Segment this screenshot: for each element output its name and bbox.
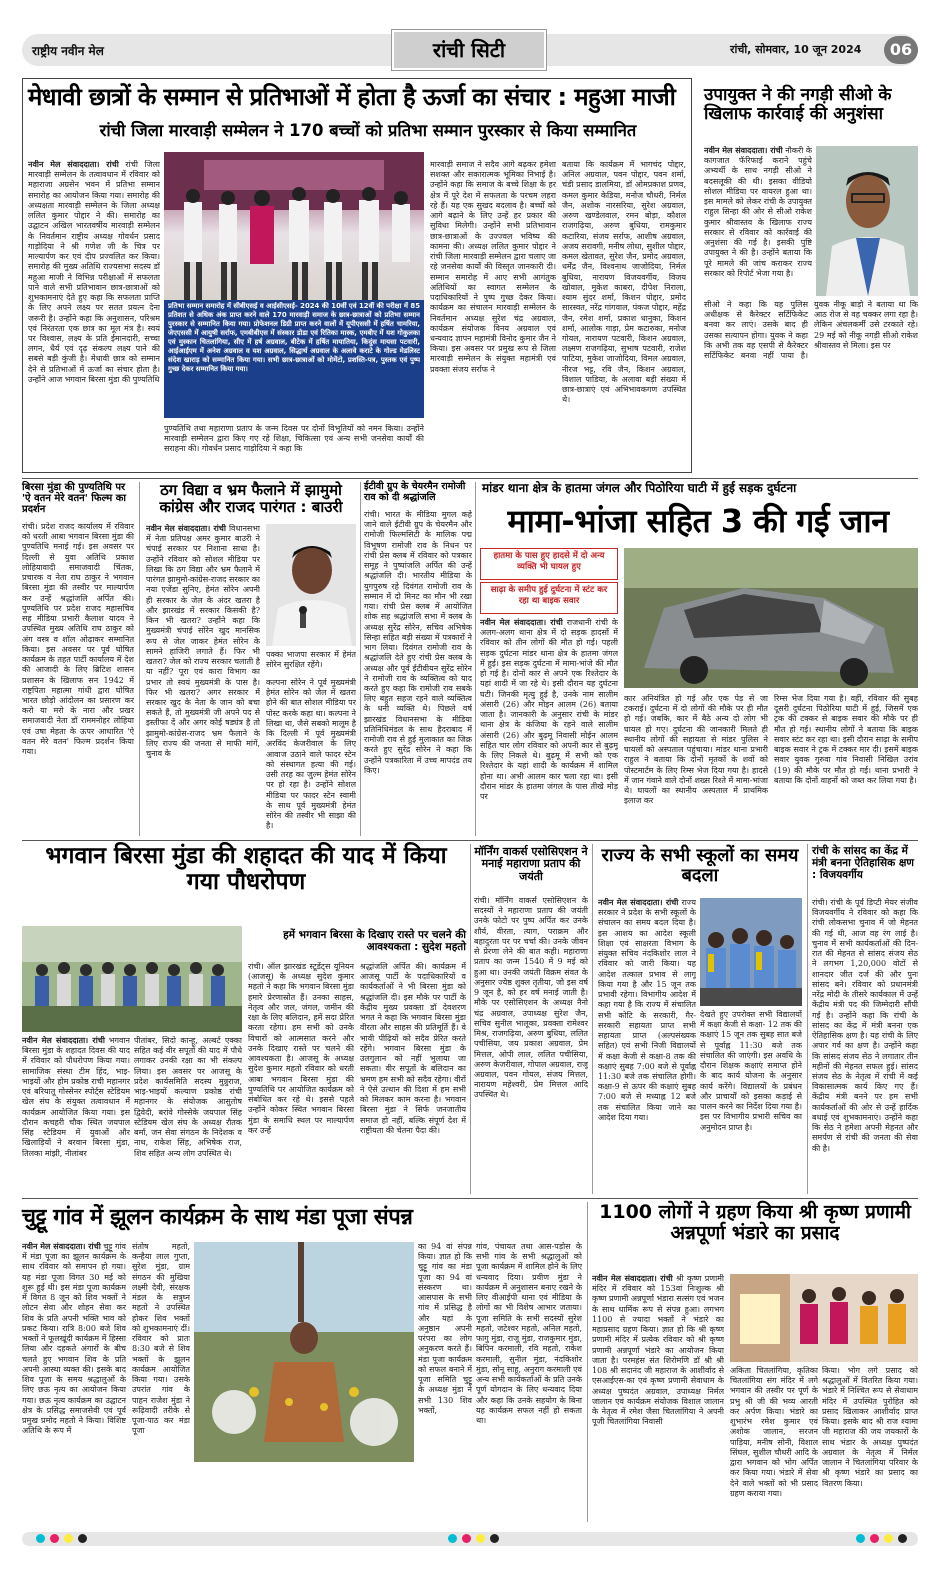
- nagri-co-photo: [816, 146, 918, 296]
- nagri-text-2: सीओ ने कहा कि यह पुलिस अधीक्षक से कैरेक्टर सर्टिफिकेट बनवा कर लाएं। उसके बाद ही उसका सत्यापन होगा। युवक ने कहा कि अभी तक वह एसपी से कैरेक्टर सर्टिफिकेट बनवा नहीं पाया है। युवक नीकू बाड़ो ने बताया था कि आठ रोज से वह चक्कर लगा रहा है। लेकिन अंचलकर्मी उसे टरकाते रहे। 29 मई को नीकू नगड़ी सीओ राकेश श्रीवास्तव से मिला। इस पर: [704, 300, 918, 361]
- reg-cyan-2: [448, 1534, 457, 1543]
- reg-black-3: [898, 1534, 907, 1543]
- divider-3: [22, 1198, 918, 1199]
- accident-column-3: रिम्स भेज दिया गया है। वहीं, रविवार की सुबह दूसरी दुर्घटना पिठोरिया घाटी में हुई, जिसमें एक ट्रक की टक्कर से बाइक सवार की मौके पर ही मौत हो गई। स्थानीय लोगों ने बताया कि बाइक सवार स्टंट कर रहा था। इसी दौरान साढ़ा के समीप बाइक सवार ने ट्रक में टक्कर मार दी। इसमें बाइक सवार युवक गुरुवा गांव निवासी निखिल उरांव (19) की मौके पर मौत हो गई। थाना प्रभारी ने बताया कि दोनों वाहनों को जब्त कर लिया गया है।: [774, 694, 918, 785]
- babulal-photo: [266, 524, 356, 646]
- pranami-text-3: किया। भोग लगे प्रसाद को श्रद्धालुओं में वितरित किया गया। भंडारे में निश्चित रूप से सेवाधाम मंदिर में उपस्थित पुरोहित को प्रसाद खिलाकर आशीर्वाद प्राप्त किया। इसके बाद श्री राज श्यामा जी महाराज की जय जयकारों के साथ भंडार के अध्यक्ष पुष्पदंत अग्रवाल के नेतृत्व में निर्मल जालान ने चितलांगिया परिवार के श्री कृष्ण भंडारे का प्रसाद का वितरण किया।: [822, 1366, 918, 1488]
- chuttu-column-4: गांव, पंचायत तथा आस-पड़ोस के सभी गांव के सभी श्रद्धालुओं को पूजा कार्यक्रम में शामिल होने के लिए धन्यवाद दिया। प्रवीण मुंडा ने कार्यक्रम में अनुशासन बनाए रखने के लिए वीआईपी थाना एवं मीडिया के लोगों का भी विशेष आभार जताया। पूजा समिति के सभी सदस्यों सुरेश महतो, जटेश्वर महतो, अनिल महतो, फागु मुंडा, राजू मुंडा, राजकुमार मुंडा, बिपिन करमाली, रवि महतो, राकेश करमाली, सुनील मुंडा, नंदकिशोर मुंडा, सोनू साहू, अनुराग करमाली एवं अन्य सभी कार्यकर्ताओं के प्रति उनके पूर्ण योगदान के लिए धन्यवाद दिया और कहा कि उनके सहयोग के बिना यह कार्यक्रम सफल नहीं हो सकता था।: [476, 1242, 582, 1425]
- pranami-headline: 1100 लोगों ने ग्रहण किया श्री कृष्ण प्रणामी अन्नपूर्णा भंडारे का प्रसाद: [599, 1201, 911, 1245]
- etv-headline: ईटीवी ग्रुप के चेयरमैन रामोजी राव को दी श्रद्धांजलि: [364, 481, 466, 503]
- plantation-column-1: नवीन मेल संवाददाता। रांची भगवान बिरसा मुंडा के शहादत दिवस की याद में रविवार को पौधरोपण किया गया। सामाजिक संस्था टीम हिंद, भाइ-भाइयों और होम प्रकोष्ठ राची महानगर एवं बरियातू गोस्सेनर स्पोर्ट्स स्टेडियम खेल संघ के संयुक्त तत्वावधान में कार्यक्रम आयोजित किया गया। इस दौरान कचहरी चौक स्थित जयपाल सिंह स्टेडियम में युवाओं और खिलाड़ियों ने बरवान बिरसा मुंडा, तिलका मांझी, नीलांबर: [22, 1036, 130, 1158]
- reg-yellow-2: [476, 1534, 485, 1543]
- vrule-e: [592, 844, 593, 1194]
- nagri-text-1: नवीन मेल संवाददाता। रांची नौकरी के कागजात फॅरिफाई कराने पहुंचे अभ्यर्थी के साथ नगड़ी सीओ ने बदसलूकी की थी। इसका वीडियो सोशल मीडिया पर वायरल हुआ था। इस मामले को लेकर रांची के उपायुक्त राहुल सिन्हा की ओर से सीओ राकेश कुमार श्रीवास्तव के खिलाफ राज्य सरकार से रविवार को कार्रवाई की अनुशंसा की गई है। इसकी पुष्टि उपायुक्त ने की है। उन्होंने बताया कि पूरे मामले की जांच कराकर राज्य सरकार को रिपोर्ट भेजा गया है।: [704, 146, 812, 278]
- bhandara-photo: [730, 1274, 918, 1362]
- lead-column-1: नवीन मेल संवाददाता। रांची रांची जिला मारवाड़ी सम्मेलन के तत्वावधान में रविवार को महाराजा अग्रसेन भवन में प्रतिभा सम्मान समारोह का आयोजन किया गया। समारोह की अध्यक्षता मारवाड़ी सम्मेलन के जिला अध्यक्ष ललित कुमार पोद्दार ने की। समारोह का उद्घाटन अखिल भारतवर्षीय मारवाड़ी सम्मेलन के निवर्तमान राष्ट्रीय अध्यक्ष गोवर्धन प्रसाद गाड़ोदिया ने श्री गणेश जी के चित्र पर माल्यार्पण कर एवं दीप प्रज्वलित कर किया। समारोह की मुख्य अतिथि राज्यसभा सदस्य डॉ महुआ माजी ने विभिन्न परीक्षाओं में सफलता पाने वाले सभी प्रतिभावान छात्र-छात्राओं को शुभकामनाएं देते हुए कहा कि सफलता प्राप्ति के लिए अपने लक्ष्य पर सतत प्रयत्न देना जरूरी है। उन्होंने कहा कि अनुशासन, परिश्रम एवं निरंतरता एक छात्र का मूल मंत्र है। स्वयं पर विश्वास, लक्ष्य के प्रति ईमानदारी, सच्चा लगन, धैर्य एवं दृढ़ संकल्प लक्ष्य पाने की सबसे बड़ी कुंजी है। मेधावी छात्र को सम्मान देने से प्रतिभाओं में ऊर्जा का संचार होता है। उन्होंने आज भगवान बिरसा मुंडा की पुण्यतिथि: [28, 160, 160, 384]
- schools-headline: राज्य के सभी स्कूलों का समय बदला: [601, 845, 799, 887]
- morning-headline: मॉर्निंग वाकर्स एसोसिएशन ने मनाई महाराणा प्रताप की जयंती: [474, 845, 588, 883]
- plantation-column-3: रांची। ऑल झारखंड स्टूडेंट्स यूनियन (आजसू) के अध्यक्ष सुदेश कुमार महतो ने कहा कि भगवान बिरसा मुंडा हमारे प्रेरणास्रोत हैं। उनका साहस, नेतृत्व और जल, जंगल, जमीन की रक्षा के लिए बलिदान, हमें सदा प्रेरित करता रहेगा। हम सभी को उनके विचारों को आत्मसात करने और उनके दिखाए रास्ते पर चलने की आवश्यकता है। आजसू के अध्यक्ष सुदेश कुमार महतो रविवार को धरती आबा भगवान बिरसा मुंडा की पुण्यतिथि पर आयोजित कार्यक्रम को संबोधित कर रहे थे। इससे पहले उन्होंने कोकर स्थित भगवान बिरसा मुंडा के समाधि स्थल पर माल्यार्पण कर उन्हें: [248, 962, 354, 1135]
- lead-event-photo: [164, 152, 424, 300]
- pranami-text-2: अकिता चितलांगिया, कृतिका चितलांगिया संग मंदिर में लगे भगवान की तस्वीर पर पूर्ण के प्रभु श्री जी की भव्य आरती कर अर्पण किया। भंडारे का शुभारंभ रमेश कुमार एवं अशोक जालान, सरजन पाड़िया, मनीष सोनी, विशाल सिंघल, सुशील चौधरी आदि के द्वारा भगवान को भोग अर्पित कर किया गया। भंडारे में सेवा देने वाले भक्तों को भी प्रसाद ग्रहण कराया गया।: [730, 1366, 818, 1498]
- chuttu-column-1: नवीन मेल संवाददाता। रांची चुट्टू गांव में मंडा पूजा का झूलन कार्यक्रम के साथ रविवार को समापन हो गया। यह मंडा पूजा विगत 30 मई को शुरू हुई थी। इस मंडा पूजा कार्यक्रम में विगत 8 जून को शिव भक्तों ने लोटन सेवा और शोहन सेवा कर शिव के प्रति अपनी भक्ति भाव को प्रकट किया। रात्रि 8:00 बजे शिव भक्तों ने फूलखूंदी कार्यक्रम में हिस्सा लिया और दहकते अंगारों के बीच चलते हुए भगवान शिव के प्रति अपनी आस्था व्यक्त की। इसके बाद शिव पूजा के समय श्रद्धालुओं के लिए छऊ नृत्य का आयोजन किया गया। छऊ नृत्य कार्यक्रम का उद्घाटन क्षेत्र के प्रसिद्ध समाजसेवी एवं पूर्व प्रमुख प्रमोद महतो ने किया। विशिष्ट अतिथि के रूप में: [22, 1242, 126, 1436]
- morning-text: रांची। मॉर्निंग वाकर्स एसोसिएशन के सदस्यों ने महाराणा प्रताप की जयंती उनके फोटो पर पुष्प अर्पित कर उनके शौर्य, वीरता, त्याग, पराक्रम और बहादुरता पर पर चर्चा की। उनके जीवन से प्रेरणा लेने की बात कही। महाराणा प्रताप का जन्म 1540 में 9 मई को हुआ था। उनकी जयंती विक्रम संवत के अनुसार ज्येष्ठ शुक्ल तृतीया, जो इस वर्ष 9 जून है, को हर वर्ष मनाई जाती है। मौके पर एसोसिएशन के अध्यक्ष नैनो चंद्र अग्रवाल, उपाध्यक्ष सुरेश जैन, सचिव सुनील भालूका, प्रवक्ता रामेश्वर मिश्र, राजगढ़िया, अरुण बुधिया, ललित पचीसिया, जय प्रकाश अग्रवाल, प्रेम मित्तल, ओपी लाल, ललित पचीसिया, अरुण केजरीवाल, गोपाल अग्रवाल, राजू अग्रवाल, पवन गोयल, संजय मित्तल, नारायण महेश्वरी, प्रेम मित्तल आदि उपस्थित थे।: [474, 896, 588, 1100]
- reg-magenta-2: [462, 1534, 471, 1543]
- divider-2: [22, 840, 918, 841]
- lead-subhead: रांची जिला मारवाड़ी सम्मेलन ने 170 बच्चों को प्रतिभा सम्मान पुरस्कार से किया सम्मानित: [99, 121, 637, 140]
- birsa-film-headline: बिरसा मुंडा की पुण्यतिथि पर 'ऐ वतन मेरे वतन' फिल्म का प्रदर्शन: [22, 482, 127, 516]
- section-title: रांची सिटी: [432, 38, 506, 62]
- vrule-g: [587, 1202, 588, 1522]
- thag-headline: ठग विद्या व भ्रम फैलाने में झामुमो कांग्रेस और राजद पारंगत : बाउरी: [159, 481, 343, 516]
- plantation-column-2: पीतांबर, सिदो कान्हू, अल्बर्ट एक्का सहित कई वीर सपूतों की याद में पौधे लगाकर उनकी रक्षा का भी संकल्प लिया। इस अवसर पर आजसू के प्रदेश कार्यसमिति सदस्य मुन्नुराज, भाइ-भाइयों कल्याण प्रकोष्ठ रांची महानगर के संयोजक आसुतोष द्विवेदी, बरांवे गोस्सेके जयपाल सिंह स्टेडियम खेल संघ के अध्यक्ष रौतक बर्मा, जन सेवा संगठन के निदेशक व नाथ, राकेश सिंह, अभिषेक राज, शिव सहित अन्य लोग उपस्थित थे।: [134, 1036, 242, 1158]
- thag-photo-caption: पक्का भाजपा सरकार में हेमंत सोरेन सुरक्षित रहेंगे।: [266, 650, 356, 670]
- schoolchildren-photo: [700, 898, 802, 1006]
- reg-cyan-3: [856, 1534, 865, 1543]
- chuttu-headline: चुट्टू गांव में झूलन कार्यक्रम के साथ मंडा पूजा संपन्न: [22, 1205, 413, 1230]
- vrule-a: [139, 482, 140, 836]
- accident-headline: मामा-भांजा सहित 3 की गई जान: [507, 502, 889, 540]
- chuttu-column-2: संतोष महतो, कन्हैया लाल गुप्ता, सुरेश मुंडा, ग्राम संगठन की मुखिया लक्ष्मी देवी, संरक्षक मंडल के सत्रुघ्न महतो ने उपस्थित होकर शिव भक्तों को शुभकामनाएं दीं। रविवार को प्रातः 8:30 बजे से शिव भक्तों के झूलन कार्यक्रम आयोजित किया गया। उसके उपरांत गांव के पाहन राजेश मुंडा ने रूढ़िवादी तरीके से पूजा-पाठ कर मंडा पूजा: [132, 1242, 190, 1436]
- reg-magenta: [50, 1534, 59, 1543]
- accident-kicker: मांडर थाना क्षेत्र के हातमा जंगल और पिठोरिया घाटी में हुई सड़क दुर्घटना: [482, 481, 797, 495]
- schools-text-2: देखते हुए उपरोक्त सभी विद्यालयों में कक्षा केजी से कक्षा- 12 तक की कक्षाएं 15 जून तक सुबह सात बजे से पूर्वाह्न 11:30 बजे तक संचालित की जाएंगी। इस अवधि के दौरान शिक्षक कक्षाएं समाप्त होने के बाद कार्य योजना के अनुसार कार्य करेंगे। विद्यालयों के प्रबंधन और प्राचार्यों को इसका कड़ाई से पालन करने का निर्देश दिया गया है। इस पर विभागीय प्रभारी सचिव का अनुमोदन प्राप्त है।: [700, 1010, 802, 1132]
- vrule-d: [470, 844, 471, 1194]
- minister-text: रांची। रांची के पूर्व डिप्टी मेयर संजीव विजयवर्गीय ने रविवार को कहा कि रांची लोकसभा चुनाव में जो मेहनत की गई थी, आज वह रंग लाई है। चुनाव में सभी कार्यकर्ताओं की दिन-रात की मेहनत से सांसद संजय सेठ ने लगभग 1,20,000 वोटों से शानदार जीत दर्ज की और पुनः सांसद बने। रविवार को प्रधानमंत्री नरेंद्र मोदी के तीसरे कार्यकाल में उन्हें केंद्रीय मंत्री पद की जिम्मेदारी सौंपी गई है। उन्होंने कहा कि रांची के सांसद का केंद्र में मंत्री बनना एक ऐतिहासिक क्षण है। यह रांची के लिए अपार गर्व का क्षण है। उन्होंने कहा कि सांसद संजय सेठ ने लगातार तीन महीनों की मेहनत सफल हुई। सांसद संजय सेठ के नेतृत्व में रांची में कई विकासात्मक कार्य किए गए हैं। केंद्रीय मंत्री बनने पर हम सभी कार्यकर्ताओं की ओर से उन्हें हार्दिक बधाई एवं शुभकामनाएं। उन्होंने कहा कि सेठ ने हमेशा अपनी मेहनत और समर्पण से रांची की जनता की सेवा की है।: [812, 898, 918, 1153]
- minister-headline: रांची के सांसद का केंद्र में मंत्री बनना ऐतिहासिक क्षण : विजयवर्गीय: [812, 845, 914, 881]
- reg-black-2: [490, 1534, 499, 1543]
- lead-photo-caption: प्रतिभा सम्मान समारोह में सीबीएसई व आईसीएसई- 2024 की 10वीं एवं 12वीं की परीक्षा में 85 प्रतिशत से अधिक अंक प्राप्त करने वाले 170 मारवाड़ी समाज के छात्र-छात्राओं को प्रतिभा सम्मान पुरस्कार से सम्मानित किया गया। प्रोफेशनल डिग्री प्राप्त करने वालों में यूपीएससी में हर्षित चामरिया, जेएएससी में आयुषी सर्राफ, एमबीबीएस में संस्कार डोडा एवं रितिका मास्क, एमबीए में यश गोकुलका एवं मुस्कान चितलांगिया, सीए में हर्ष अग्रवाल, बीटेक में हर्षित मायातिया, किदुंस मायसा पटवारी, आईआईएम में अनेश अग्रवाल व यश अग्रवाल, सिद्धार्थ अग्रवाल के अलावे कराटे के गोल्ड मेडलिस्ट संदेश खाराड़ को सम्मानित किया गया। सभी छात्र-छात्राओं को मोमेंटो, प्रशस्ति-पत्र, पुस्तक एवं पुष्प गुच्छ देकर सम्मानित किया गया।: [168, 302, 420, 374]
- thag-text-1: नवीन मेल संवाददाता। रांची विधानसभा में नेता प्रतिपक्ष अमर कुमार बाउरी ने चंपाई सरकार पर निशाना साधा है। उन्होंने रविवार को सोशल मीडिया पर लिखा कि ठग विद्या और भ्रम फैलाने में पारंगत झामुमो-कांग्रेस-राजद सरकार का नया एजेंडा सुनिए, हेमंत सोरेन अपनी ही सरकार के जेल के अंदर खतरा है और झारखंड में सरकार किसकी है? किन भी खतरा? उन्होंने कहा कि मुख्यमंत्री चंपाई सोरेन खुद मानसिक रूप से जेल जाकर हेमंत सोरेन के सामने हाजिरी लगाते हैं। फिर भी खतरा? जेल को राज्य सरकार चलाती है या नहीं? पूरा एवं कारा विभाग का प्रभार तो स्वयं मुख्यमंत्री के पास है। फिर भी खतरा? अगर सरकार में सरकार खुद के नेता के जान को बचा सकते हैं, तो मुख्यमंत्री जी अपने पद से इस्तीफा दें और अगर कोई षड्यंत्र है तो झामुमो-कांग्रेस-राजद भ्रम फैलाने के लिए राज्य की जनता से माफी मांगें, चुनाव के: [146, 524, 260, 759]
- reg-cyan: [36, 1534, 45, 1543]
- accident-column-1: नवीन मेल संवाददाता। रांची राजधानी रांची के अलग-अलग थाना क्षेत्र में दो सड़क हादसों में रविवार को तीन लोगों की मौत हो गई। पहली सड़क दुर्घटना मांडर थाना क्षेत्र के हातमा जंगल में हुई। इस सड़क दुर्घटना में मामा-भांजे की मौत हो गई है। दोनों कार से अपने एक रिश्तेदार के यहां शादी में जा रहे थे। इसी दौरान यह दुर्घटना घटी। जिनकी मृत्यु हुई है, उनके नाम सालीम अंसारी (26) और मोइन आलम (26) बताया जाता है। जानकारी के अनुसार रांची के मांडर थाना क्षेत्र के कंजिया के रहने वाले सालीम अंसारी (26) और बुढ़मू निवासी मोईन आलम सहित चार लोग रविवार को अपनी कार से बुढ़मू के लिए निकले थे। बुढ़मू में सभी को एक रिश्तेदार के यहां शादी के कार्यक्रम में शामिल होना था। अभी आलम कार चला रहा था। इसी दौरान मांडर के हातमा जंगल के पास तीखे मोड़ पर: [480, 618, 618, 801]
- divider-1: [22, 478, 918, 479]
- plantation-group-photo: [22, 926, 242, 1032]
- reg-yellow-3: [884, 1534, 893, 1543]
- lead-column-4: मारवाड़ी समाज ने सदैव आगे बढ़कर हमेशा सशक्त और सकारात्मक भूमिका निभाई है। उन्होंने कहा कि समाज के बच्चे शिक्षा के हर क्षेत्र में पूरे देश में सफलता के परचम लहरा रहे हैं। यह एक सुखद बदलाव है। बच्चों को आगे बढ़ाने के लिए उन्हें हर प्रकार की सुविधा मिलेगी। उन्होंने सभी प्रतिभावान छात्र-छात्राओं के उज्ज्वल भविष्य की कामना की। अध्यक्ष ललित कुमार पोद्दार ने रांची जिला मारवाड़ी सम्मेलन द्वारा चलाए जा रहे जनसेवा कार्यों की विस्तृत जानकारी दी। सम्मान समारोह में आए सभी आगंतुक अतिथियों का स्वागत सम्मेलन के पदाधिकारियों ने पुष्प गुच्छ देकर किया। कार्यक्रम का संचालन मारवाड़ी सम्मेलन के निवर्तमान अध्यक्ष सुरेश चंद्र अग्रवाल, कार्यक्रम संयोजक विनय अग्रवाल एवं धन्यवाद ज्ञापन महामंत्री विनोद कुमार जैन ने किया। इस अवसर पर प्रमुख रूप से जिला मारवाड़ी सम्मेलन के संयुक्त महामंत्री एवं प्रवक्ता संजय सर्राफ ने: [430, 160, 556, 374]
- reg-magenta-3: [870, 1534, 879, 1543]
- page-number: 06: [884, 36, 918, 64]
- thag-text-2: कल्पना सोरेन ने पूर्व मुख्यमंत्री हेमंत सोरेन को जेल में खतरा होने की बात सोशल मीडिया पर पोस्ट करके कहा था। कल्पना ने लिखा था, जैसे सबको मालूम है कि दिल्ली में पूर्व मुख्यमंत्री अरविंद केजरीवाल के लिए आवाज उठाने वाले फादर स्टेन को संस्थागत हत्या की गई। उसी तरह का जुल्म हेमंत सोरेन पर हो रहा है। उन्होंने सोशल मीडिया पर फादर स्टेन स्वामी के साथ पूर्व मुख्यमंत्री हेमंत सोरेन की तस्वीर भी साझा की है।: [266, 678, 356, 831]
- dateline: रांची, सोमवार, 10 जून 2024: [730, 43, 862, 56]
- manda-puja-photo: [194, 1242, 414, 1462]
- vrule-b: [360, 482, 361, 836]
- chuttu-column-3: का 94 वां संपन्न किया। ज्ञात हो कि चुट्टू गांव का मंडा पूजा का 94 वां संस्करण था। आसपास के सभी गांव में प्रसिद्ध है और यहां के अनुष्ठान अपनी परंपरा का लोग अनुकरण करते हैं। मंडा पूजा कार्यक्रम को सफल बनाने में पूजा समिति चुट्टू के अध्यक्ष मुंडा ने सभी 130 शिव भक्तों,: [418, 1242, 472, 1415]
- vrule-c: [475, 482, 476, 836]
- accident-subbox-2: साढ़ा के समीप हुई दुर्घटना में स्टंट कर रहा था बाइक सवार: [480, 582, 618, 614]
- plantation-headline: भगवान बिरसा मुंडा की शहादत की याद में किया गया पौधरोपण: [45, 843, 447, 895]
- lead-column-5: बताया कि कार्यक्रम में भागचंद पोद्दार, अनिल अग्रवाल, पवन पोद्दार, पवन शर्मा, चंडी प्रसाद डालमिया, डॉ ओमप्रकाश प्रणव, कमल कुमार केडिया, मनोज चौधरी, निर्मल जैन, अशोक नारसरिया, सुरेश अग्रवाल, अरुण खण्डेलवाल, रमन बोड़ा, कौशल राजगढ़िया, अरुण बुधिया, रामकुमार कटारिया, संजय सर्राफ, आशीष अग्रवाल, अजय सरावगी, मनीष लोधा, सुशील पोद्दार, कमल खेतावत, सुरेश जैन, प्रमोद अग्रवाल, धर्मेंद्र जैन, विश्वनाथ जाजोदिया, निर्मल बुधिया, नारायण विजयवर्गीय, विजय खोवाल, मुकेश काबरा, दीपेश निराला, श्याम सुंदर शर्मा, किशन पोद्दार, प्रमोद सारस्वत, नरेंद्र गांगवाल, पंकज पोद्दार, महेंद्र जैन, रमेश शर्मा, प्रकाश धानुका, किशन शर्मा, आलोक गाड़ा, प्रेम कटारुका, मनोज गोयल, नारायण पटवारी, किशन अग्रवाल, लक्ष्मण राजगढ़िया, सुभाष पटवारी, राजेश पाटिया, मुकेश जाजोदिया, विमल अग्रवाल, नीरज भट्ट, रवि जैन, किशन अग्रवाल, विशाल पाडिया, के अलावा बड़ी संख्या में छात्र-छात्राएं एवं अभिभावकगण उपस्थित थे।: [562, 160, 686, 405]
- plantation-column-4: श्रद्धांजलि अर्पित की। कार्यक्रम में आजसू पार्टी के पदाधिकारियों व कार्यकर्ताओं ने भी बिरसा मुंडा को श्रद्धांजलि दी। इस मौके पर पार्टी के केंद्रीय मुख्य प्रवक्ता डॉ देवशरण भगत ने कहा कि भगवान बिरसा मुंडा वीरता और साहस की प्रतिमूर्ति हैं। वे भावी पीढ़ियों को सदैव प्रेरित करते रहेंगे। भगवान बिरसा मुंडा के उलगुलान को नहीं भुलाया जा सकता। वीर सपूतों के बलिदान का भ्रमण हम सभी को सदैव रहेगा। वीरों ने ऐसे उत्थान की दिशा में हम सभी को मिलकर काम करना है। भगवान बिरसा मुंडा ने सिर्फ जनजातीय समाज हो नहीं, बल्कि संपूर्ण देश में राष्ट्रीयता की चेतना पैदा की।: [360, 962, 466, 1135]
- accident-subbox-1: हातमा के पास हुए हादसे में दो अन्य व्यक्ति भी घायल हुए: [480, 548, 618, 580]
- pranami-text-1: नवीन मेल संवाददाता। रांची श्री कृष्ण प्रणामी मंदिर में रविवार को 153वां निःशुल्क श्री कृष्ण प्रणामी अन्नपूर्णा भंडारा सत्संग एवं भजन के साथ धार्मिक रूप से संपन्न हुआ। लगभग 1100 से ज्यादा भक्तों ने भंडारे का महाप्रसाद ग्रहण किया। ज्ञात हो कि श्री कृष्ण प्रणामी मंदिर में प्रत्येक रविवार को श्री कृष्ण प्रणामी अन्नपूर्णा भंडारे का आयोजन किया जाता है। परमहंस संत शिरोमणि डॉ श्री श्री 108 श्री सदानंद जी महाराज के आशीर्वाद से एसआईएस-का एवं कृष्ण प्रणामी सेवाधाम के अध्यक्ष पुष्पदंत अग्रवाल, उपाध्यक्ष निर्मल जालान एवं कार्यक्रम संयोजक विशाल जालान के नेतृत्व में रमेश जैसा चितलांगिया ने अपनी पूजी चितलांगिया निवासी: [592, 1274, 724, 1427]
- paper-name: राष्ट्रीय नवीन मेल: [32, 44, 104, 58]
- wrecked-car-photo: [624, 548, 918, 688]
- vrule-f: [807, 844, 808, 1194]
- lead-headline: मेधावी छात्रों के सम्मान से प्रतिभाओं में होता है ऊर्जा का संचार : महुआ माजी: [28, 83, 676, 111]
- plantation-sub: हमें भगवान बिरसा के दिखाए रास्ते पर चलने की आवश्यकता : सुदेश महतो: [283, 929, 466, 953]
- etv-text: रांची। भारत के मीडिया मुगल कहे जाने वाले ईटीवी ग्रुप के चेयरमैन और रामोजी फिल्मसिटी के मालिक पद्म विभूषण रामोजी राव के निधन पर रांची प्रेस क्लब में रविवार को पत्रकार समूह ने पुष्पांजलि अर्पित की उन्हें श्रद्धांजलि दी। भारतीय मीडिया के युगपुरुष रहे दिवंगत रामोजी राव के सम्मान में दो मिनट का मौन भी रखा गया। रांची प्रेस क्लब में आयोजित शोक सह श्रद्धांजलि सभा में क्लब के अध्यक्ष सुरेंद्र सोरेन, सचिव अभिषेक सिन्हा सहित बड़ी संख्या में पत्रकारों ने भाग लिया। दिवंगत रामोजी राव के श्रद्धांजलि देते हुए रांची प्रेस क्लब के अध्यक्ष और पूर्व ईटीवीयन सुरेंद्र सोरेन ने रामोजी राव के व्यक्तित्व को याद करते हुए कहा कि रामोजी राव सबके लिए बहुत सहज रहने वाले व्यक्तित्व के धनी व्यक्ति थे। पिछले वर्ष झारखंड विधानसभा के मीडिया प्रतिनिधिमंडल के साथ हैदराबाद में रामोजी राव से हुई मुलाकात का जिक्र करते हुए सुरेंद्र सोरेन ने कहा कि उन्होंने पत्रकारिता में उच्च मापदंड तय किए।: [364, 510, 472, 775]
- nagri-headline: उपायुक्त ने की नगड़ी सीओ के खिलाफ कार्रवाई की अनुशंसा: [704, 85, 892, 125]
- reg-black: [78, 1534, 87, 1543]
- schools-text-1: नवीन मेल संवाददाता। रांची राज्य सरकार ने प्रदेश के सभी स्कूलों के संचालन का समय बदल दिया है। इस आशय का आदेश स्कूली शिक्षा एवं साक्षरता विभाग के संयुक्त सचिव नंदकिशोर लाल ने रविवार को जारी किया। यह आदेश तत्काल प्रभाव से लागू किया गया है और 15 जून तक प्रभावी रहेगा। विभागीय आदेश में कहा गया है कि राज्य में संचालित सभी कोटि के सरकारी, गैर-सरकारी सहायता प्राप्त सभी सहायता प्राप्त (अल्पसंख्यक सहित) एवं सभी निजी विद्यालयों में कक्षा केजी से कक्षा-8 तक की कक्षाएं सुबह 7:00 बजे से पूर्वाह्न 11:30 बजे तक संचालित होगी। कक्षा-9 से ऊपर की कक्षाएं सुबह 7:00 बजे से मध्याह्न 12 बजे तक संचालित किया जाने का आदेश दिया गया।: [598, 898, 696, 1122]
- birsa-film-text: रांची। प्रदेश राजद कार्यालय में रविवार को धरती आबा भगवान बिरसा मुंडा की पुण्यतिथि मनाई गई। इस अवसर पर दिल्ली से युवा अतिथि प्रकाश लोहियावादी समाजवादी चिंतक, प्रचारक व नेता राघ ठाकुर ने भगवान बिरसा मुंडा की तस्वीर पर माल्यार्पण कर उन्हें श्रद्धांजलि अर्पित की। पुण्यतिथि पर प्रदेश राजद महासचिव सह मीडिया प्रभारी कैलाश यादव ने उपस्थित मुख्य अतिथि राघ ठाकुर को अंग वस्त्र व शॉल ओढ़ाकर सम्मानित किया। इस अवसर पर पूर्व घोषित कार्यक्रम के तहत पार्टी कार्यालय में देश की आजादी के लिए ब्रिटिश शासन प्रशासन के खिलाफ सन 1942 में राष्ट्रपिता महात्मा गांधी द्वारा घोषित भारत छोड़ो आंदोलन का प्रसारण कर करो या मरो के नारा और प्रखर समाजवादी नेता डॉ राममनोहर लोहिया एवं उषा मेहता के ऊपर आधारित 'ऐ वतन मेरे वतन' फिल्म प्रदर्शन किया गया।: [22, 522, 134, 757]
- accident-column-2: कार अनियंत्रित हो गई और एक पेड़ से जा टकराई। दुर्घटना में दो लोगों की मौके पर ही मौत हो गई। जबकि, कार में बैठे अन्य दो लोग भी घायल हो गए। दुर्घटना की जानकारी मिलते ही स्थानीय लोगों की सहायता से मांडर पुलिस ने घायलों को अस्पताल पहुंचाया। मांडर थाना प्रभारी राहुल ने बताया कि दोनों मृतकों के शवों को पोस्टमार्टम के लिए रिम्स भेज दिया गया है। हादसे में जान गंवाने वाले दोनों शख्स रिश्ते में मामा-भांजा थे। घायलों का स्थानीय अस्पताल में प्राथमिक इलाज कर: [624, 694, 768, 806]
- lead-below-photo: पुण्यतिथि तथा महाराणा प्रताप के जन्म दिवस पर दोनों विभूतियों को नमन किया। उन्होंने मारवाड़ी सम्मेलन द्वारा किए गए रहे शिक्षा, चिकित्सा एवं अन्य सभी जनसेवा कार्यों की सराहना की। गोवर्धन प्रसाद गाड़ोदिया ने कहा कि: [164, 424, 424, 454]
- reg-yellow: [64, 1534, 73, 1543]
